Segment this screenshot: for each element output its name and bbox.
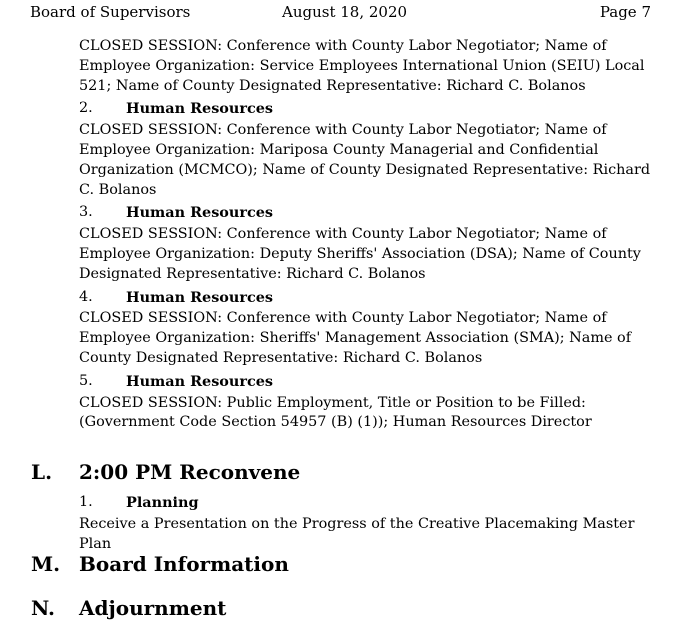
section-l-item-1-title: Planning bbox=[126, 494, 199, 511]
section-l-item-1-heading bbox=[79, 493, 669, 513]
item-4-heading bbox=[79, 288, 659, 308]
section-n-letter: N. bbox=[31, 596, 55, 620]
item-4-text: CLOSED SESSION: Conference with County Labor Negotiator; Name of Employee Organization: Sheriffs' Management Association (SMA); Name of County Designated Representative: Richard C. Bolanos bbox=[79, 310, 632, 366]
header-board-name: Board of Supervisors bbox=[30, 3, 191, 21]
item-5-title: Human Resources bbox=[126, 372, 273, 390]
header-date: August 18, 2020 bbox=[282, 3, 408, 21]
section-n-title: Adjournment bbox=[79, 596, 227, 620]
item-4-title: Human Resources bbox=[126, 288, 273, 306]
section-m-title: Board Information bbox=[79, 552, 289, 576]
item-5-number: 5. bbox=[79, 372, 93, 389]
section-m-letter: M. bbox=[31, 552, 61, 576]
item-2-number: 2. bbox=[79, 100, 93, 117]
item-3-text: CLOSED SESSION: Conference with County Labor Negotiator; Name of Employee Organization: Deputy Sheriffs' Association (DSA); Name of County Designated Representative: Richard C. Bolanos bbox=[79, 226, 641, 282]
section-l-letter: L. bbox=[31, 460, 53, 484]
item-3-title: Human Resources bbox=[126, 204, 273, 222]
item-2-title: Human Resources bbox=[126, 100, 273, 118]
item-2-heading bbox=[79, 99, 659, 119]
item-5-heading bbox=[79, 372, 659, 392]
item-1-text: CLOSED SESSION: Conference with County Labor Negotiator; Name of Employee Organization: Service Employees International Union (SEIU) Local 521; Name of County Designated Representative: Richard C. Bolanos bbox=[79, 38, 645, 94]
item-4-number: 4. bbox=[79, 288, 93, 305]
item-3-number: 3. bbox=[79, 204, 93, 221]
page-header bbox=[0, 3, 680, 23]
section-l-items bbox=[79, 490, 669, 554]
section-l-title: 2:00 PM Reconvene bbox=[79, 460, 301, 484]
item-5-text: CLOSED SESSION: Public Employment, Title or Position to be Filled: (Government Code Section 54957 (B) (1)); Human Resources Director bbox=[79, 394, 592, 431]
header-page-number: Page 7 bbox=[599, 3, 651, 21]
section-l-item-1-number: 1. bbox=[79, 494, 93, 510]
section-l-item-1-text: Receive a Presentation on the Progress of the Creative Placemaking Master Plan bbox=[79, 515, 635, 552]
closed-session-items bbox=[79, 37, 659, 433]
item-3-heading bbox=[79, 203, 659, 223]
item-2-text: CLOSED SESSION: Conference with County Labor Negotiator; Name of Employee Organization: Mariposa County Managerial and Confidential Organization (MCMCO); Name of County Designated Representative: Richard C. Bolanos bbox=[79, 122, 651, 198]
